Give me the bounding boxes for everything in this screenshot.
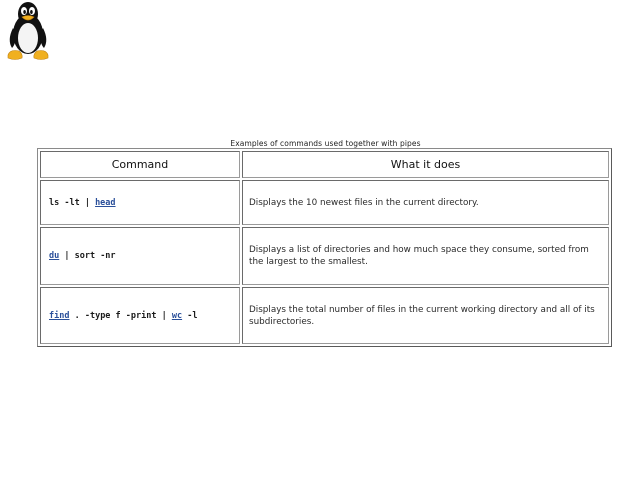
table-row-1-description: Displays the 10 newest files in the current directory. — [242, 180, 609, 225]
tux-penguin-icon — [2, 0, 54, 62]
table-row-1-command — [40, 180, 240, 225]
table-row-3-command — [40, 287, 240, 344]
wc-link[interactable]: wc — [171, 310, 183, 321]
table-row-2-command — [40, 227, 240, 285]
header-what-it-does: What it does — [242, 151, 609, 178]
command-text: . -type f -print | — [69, 310, 172, 321]
du-link[interactable]: du — [49, 251, 60, 261]
pipes-examples-table — [37, 148, 612, 347]
command-text: -l — [182, 310, 198, 321]
table-row-2-description: Displays a list of directories and how much space they consume, sorted from the largest to the smallest. — [242, 227, 609, 285]
table-row-3-description: Displays the total number of files in the current working directory and all of its subdirectories. — [242, 287, 609, 344]
table-caption: Examples of commands used together with pipes — [230, 139, 421, 148]
head-link[interactable]: head — [95, 197, 116, 208]
header-command: Command — [40, 151, 240, 178]
command-text: | sort -nr — [59, 251, 116, 261]
find-link[interactable]: find — [49, 310, 70, 321]
command-text: ls -lt | — [49, 197, 96, 208]
